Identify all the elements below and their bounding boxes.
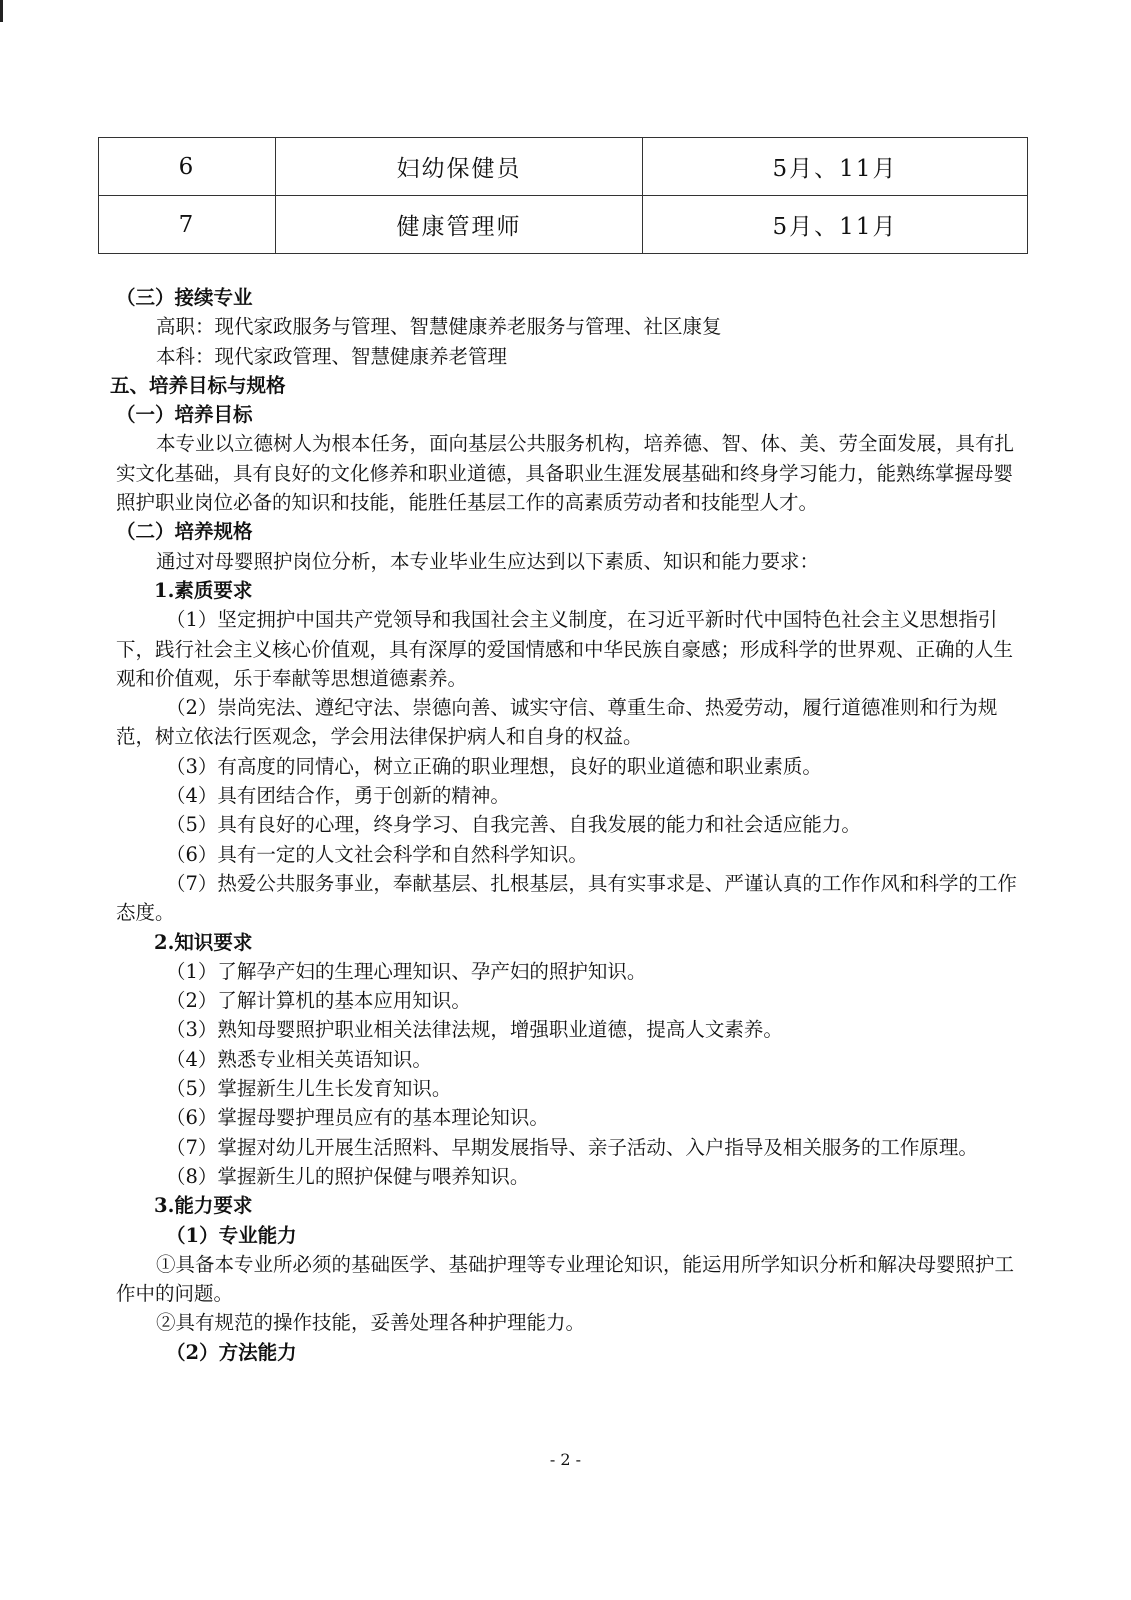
list-item: （8）掌握新生儿的照护保健与喂养知识。	[166, 1164, 530, 1188]
section-heading: （一）培养目标	[116, 403, 253, 427]
paragraph: 通过对母婴照护岗位分析，本专业毕业生应达到以下素质、知识和能力要求：	[156, 549, 820, 573]
list-item: （5）掌握新生儿生长发育知识。	[166, 1077, 452, 1101]
list-item: （7）热爱公共服务事业，奉献基层、扎根基层，具有实事求是、严谨认真的工作作风和科学的工作态度。	[116, 871, 1017, 925]
list-item: （6）掌握母婴护理员应有的基本理论知识。	[166, 1106, 549, 1130]
list-item: （3）有高度的同情心，树立正确的职业理想，良好的职业道德和职业素质。	[166, 754, 822, 778]
list-item: （3）熟知母婴照护职业相关法律法规，增强职业道德，提高人文素养。	[166, 1018, 783, 1042]
list-item: （4）具有团结合作，勇于创新的精神。	[166, 784, 510, 808]
sub-subsection-heading: （2）方法能力	[166, 1340, 297, 1364]
subsection-heading: 3.能力要求	[154, 1194, 253, 1218]
certificate-name: 妇幼保健员	[276, 138, 643, 196]
row-number: 7	[99, 196, 276, 254]
paragraph: 本科：现代家政管理、智慧健康养老管理	[156, 344, 508, 368]
subsection-heading: 1.素质要求	[154, 578, 253, 602]
sub-subsection-heading: （1）专业能力	[166, 1223, 297, 1247]
section-heading: （二）培养规格	[116, 520, 253, 544]
list-item: ①具备本专业所必须的基础医学、基础护理等专业理论知识，能运用所学知识分析和解决母婴照护工作中的问题。	[116, 1252, 1015, 1306]
table-row	[99, 138, 1028, 196]
document-body	[110, 283, 1028, 1367]
paragraph: 本专业以立德树人为根本任务，面向基层公共服务机构，培养德、智、体、美、劳全面发展，具有扎实文化基础，具有良好的文化修养和职业道德，具备职业生涯发展基础和终身学习能力，能熟练掌握母婴照护职业岗位必备的知识和技能，能胜任基层工作的高素质劳动者和技能型人才。	[116, 432, 1015, 515]
list-item: （5）具有良好的心理，终身学习、自我完善、自我发展的能力和社会适应能力。	[166, 813, 861, 837]
list-item: （7）掌握对幼儿开展生活照料、早期发展指导、亲子活动、入户指导及相关服务的工作原理。	[166, 1135, 978, 1159]
exam-time: 5月、11月	[643, 196, 1028, 254]
list-item: （1）了解孕产妇的生理心理知识、孕产妇的照护知识。	[166, 959, 647, 983]
list-item: （2）了解计算机的基本应用知识。	[166, 989, 471, 1013]
page-number: - 2 -	[549, 1450, 582, 1469]
subsection-heading: 2.知识要求	[154, 930, 253, 954]
certificate-table	[98, 137, 1028, 254]
certificate-name: 健康管理师	[276, 196, 643, 254]
list-item: （4）熟悉专业相关英语知识。	[166, 1047, 432, 1071]
list-item: （6）具有一定的人文社会科学和自然科学知识。	[166, 842, 588, 866]
list-item: （2）崇尚宪法、遵纪守法、崇德向善、诚实守信、尊重生命、热爱劳动，履行道德准则和行为规范，树立依法行医观念，学会用法律保护病人和自身的权益。	[116, 696, 998, 749]
paragraph: 高职：现代家政服务与管理、智慧健康养老服务与管理、社区康复	[156, 315, 722, 339]
list-item: （1）坚定拥护中国共产党领导和我国社会主义制度，在习近平新时代中国特色社会主义思想指引下，践行社会主义核心价值观，具有深厚的爱国情感和中华民族自豪感；形成科学的世界观、正确的人生观和价值观，乐于奉献等思想道德素养。	[116, 608, 1014, 690]
chapter-heading: 五、培养目标与规格	[110, 373, 286, 397]
table-row	[99, 196, 1028, 254]
section-heading: （三）接续专业	[116, 286, 253, 309]
page-edge-mark	[0, 0, 3, 22]
exam-time: 5月、11月	[643, 138, 1028, 196]
row-number: 6	[99, 138, 276, 196]
list-item: ②具有规范的操作技能，妥善处理各种护理能力。	[156, 1311, 586, 1335]
